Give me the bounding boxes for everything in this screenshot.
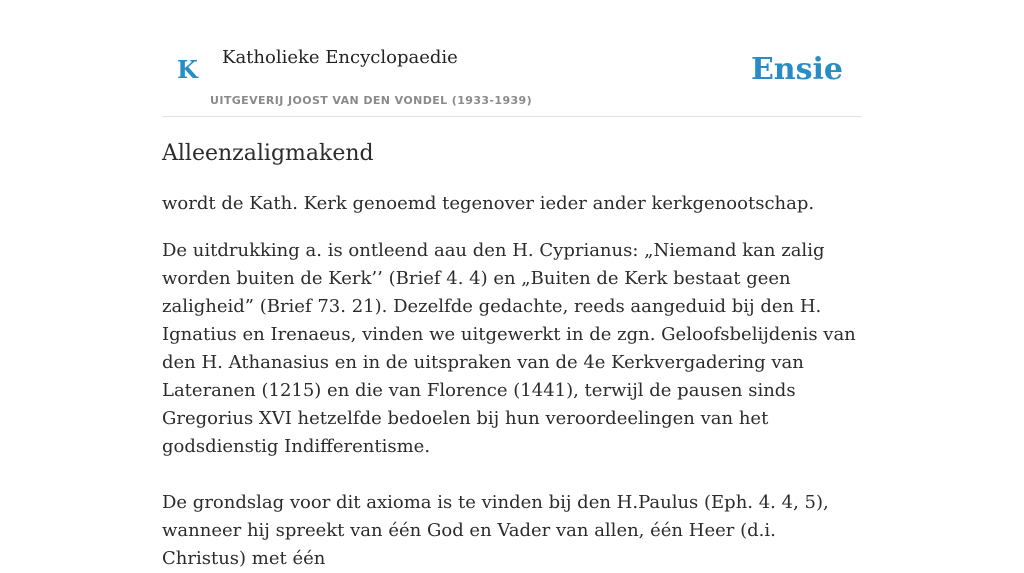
article-paragraph: wordt de Kath. Kerk genoemd tegenover ieder ander kerkgenootschap.: [162, 193, 815, 214]
site-title: Katholieke Encyclopaedie: [222, 47, 458, 68]
article-paragraph: De grondslag voor dit axioma is te vinden bij den H.Paulus (Eph. 4. 4, 5), wanneer hij spreekt van één God en Vader van allen, één Heer (d.i. Christus) met één: [162, 492, 829, 569]
article: [162, 138, 862, 573]
article-paragraph: De uitdrukking a. is ontleend aau den H. Cyprianus: „Niemand kan zalig worden buiten de Kerk’’ (Brief 4. 4) en „Buiten de Kerk bestaat geen zaligheid” (Brief 73. 21). Dezelfde gedachte, reeds aangeduid bij den H. Ignatius en Irenaeus, vinden we uitgewerkt in de zgn. Geloofsbelijdenis van den H. Athanasius en in de uitspraken van de 4e Kerkvergadering van Lateranen (1215) en die van Florence (1441), terwijl de pausen sinds Gregorius XVI hetzelfde bedoelen bij hun veroordeelingen van het godsdienstig Indifferentisme.: [162, 240, 856, 457]
site-header: [162, 0, 862, 117]
brand-logo-link[interactable]: Ensie: [750, 52, 843, 87]
article-title: Alleenzaligmakend: [162, 141, 374, 166]
site-logo[interactable]: K: [177, 55, 198, 84]
publisher-subtitle: UITGEVERIJ JOOST VAN DEN VONDEL (1933-1939): [210, 94, 533, 107]
